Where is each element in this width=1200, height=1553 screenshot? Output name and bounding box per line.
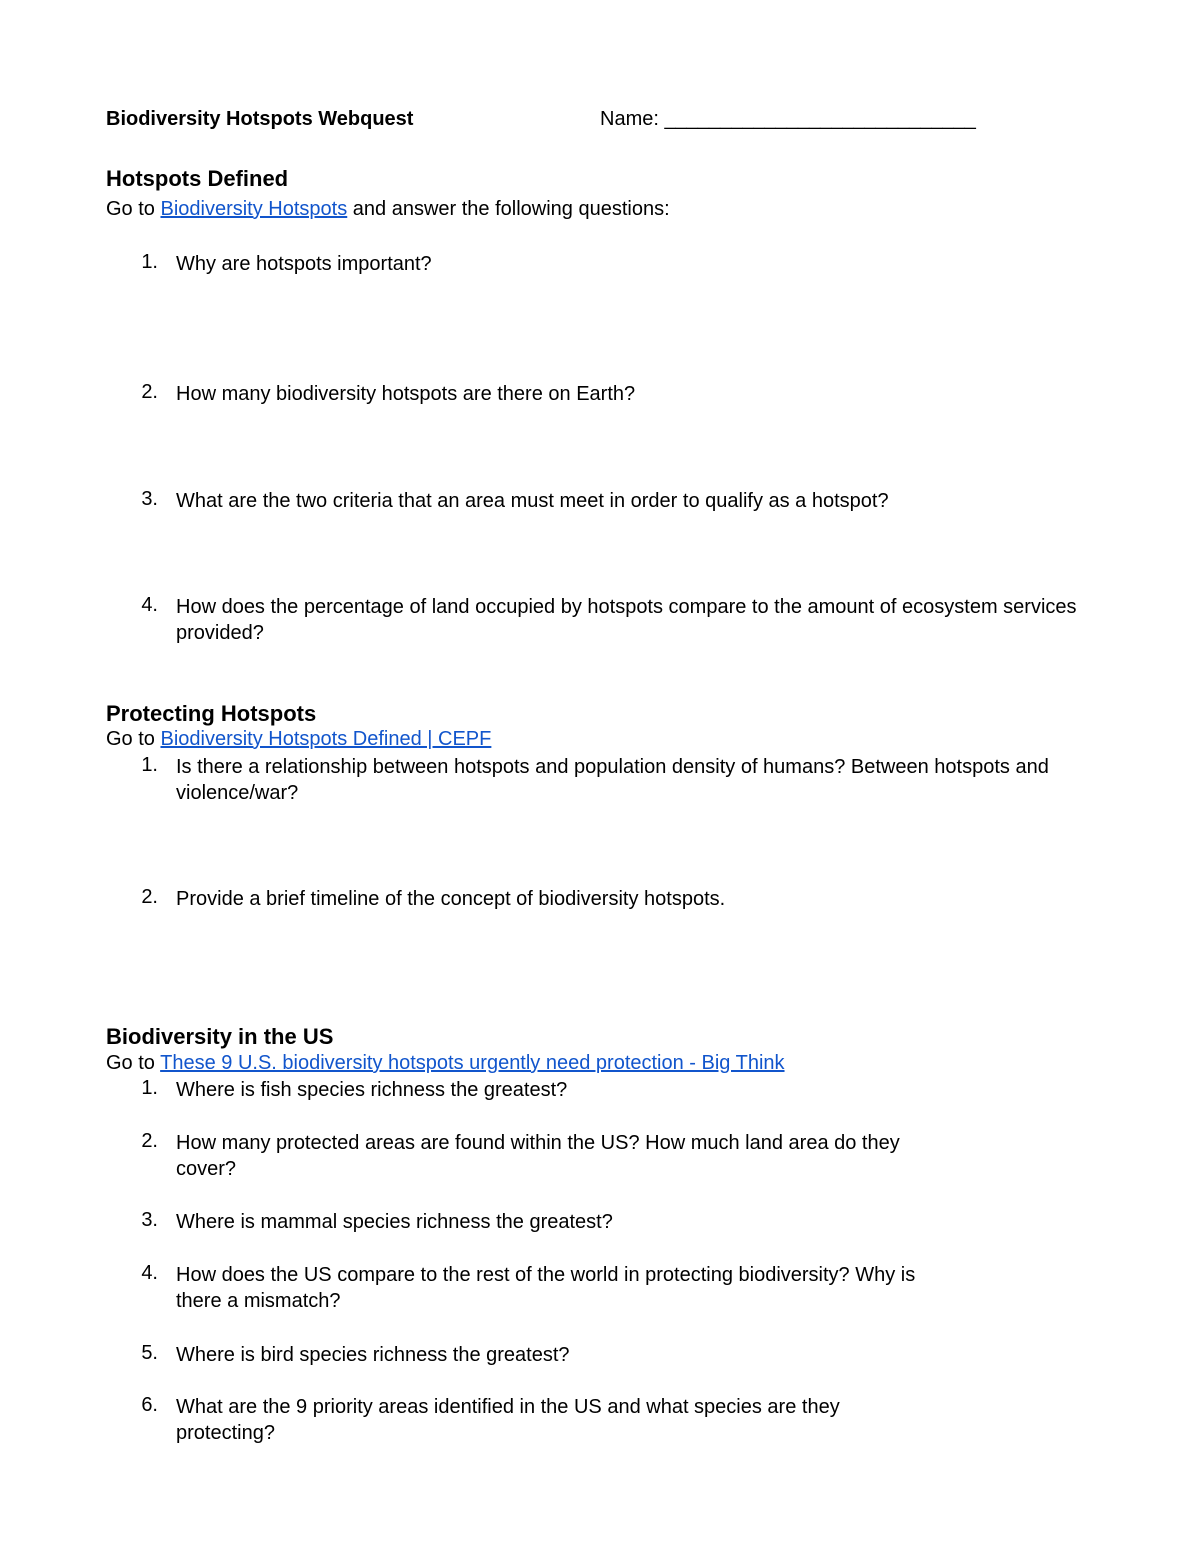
link-biodiversity-hotspots[interactable]: Biodiversity Hotspots bbox=[160, 198, 348, 220]
question-text: Where is bird species richness the greatest? bbox=[176, 1344, 570, 1366]
section-heading-protecting-hotspots: Protecting Hotspots bbox=[106, 701, 317, 726]
question-number: 4. bbox=[141, 594, 158, 616]
intro-prefix: Go to bbox=[106, 198, 161, 220]
question-text: Provide a brief timeline of the concept of biodiversity hotspots. bbox=[176, 888, 726, 910]
section-heading-hotspots-defined: Hotspots Defined bbox=[106, 166, 289, 191]
intro-prefix: Go to bbox=[106, 1052, 161, 1074]
question-text: What are the two criteria that an area must meet in order to qualify as a hotspot? bbox=[176, 490, 889, 512]
question-number: 3. bbox=[141, 488, 158, 510]
intro-suffix: and answer the following questions: bbox=[347, 198, 670, 220]
question-text: How many protected areas are found within the US? How much land area do they cover? bbox=[176, 1132, 900, 1180]
question-text: Where is mammal species richness the greatest? bbox=[176, 1211, 613, 1233]
question-number: 6. bbox=[141, 1394, 158, 1416]
question-number: 2. bbox=[141, 381, 158, 403]
question-number: 2. bbox=[141, 886, 158, 908]
document-title: Biodiversity Hotspots Webquest bbox=[106, 108, 414, 130]
link-big-think[interactable]: These 9 U.S. biodiversity hotspots urgently need protection - Big Think bbox=[160, 1052, 785, 1074]
question-number: 1. bbox=[141, 754, 158, 776]
question-text: How does the percentage of land occupied by hotspots compare to the amount of ecosystem services provided? bbox=[176, 596, 1077, 644]
intro-prefix: Go to bbox=[106, 728, 161, 750]
question-number: 5. bbox=[141, 1342, 158, 1364]
section-intro bbox=[106, 1050, 785, 1076]
question-number: 2. bbox=[141, 1130, 158, 1152]
question-text: How many biodiversity hotspots are there on Earth? bbox=[176, 383, 636, 405]
section-intro bbox=[106, 726, 491, 752]
question-number: 4. bbox=[141, 1262, 158, 1284]
question-number: 3. bbox=[141, 1209, 158, 1231]
question-text: Why are hotspots important? bbox=[176, 253, 432, 275]
question-text: Where is fish species richness the greatest? bbox=[176, 1079, 568, 1101]
link-cepf[interactable]: Biodiversity Hotspots Defined | CEPF bbox=[160, 728, 492, 750]
question-text: What are the 9 priority areas identified in the US and what species are they protecting? bbox=[176, 1396, 840, 1444]
section-intro bbox=[106, 196, 670, 222]
question-text: How does the US compare to the rest of the world in protecting biodiversity? Why is there a mismatch? bbox=[176, 1264, 916, 1312]
section-heading-biodiversity-us: Biodiversity in the US bbox=[106, 1024, 334, 1049]
question-number: 1. bbox=[141, 1077, 158, 1099]
name-field[interactable]: Name: ____________________________ bbox=[600, 108, 976, 130]
question-number: 1. bbox=[141, 251, 158, 273]
question-text: Is there a relationship between hotspots and population density of humans? Between hotspots and violence/war? bbox=[176, 756, 1049, 804]
